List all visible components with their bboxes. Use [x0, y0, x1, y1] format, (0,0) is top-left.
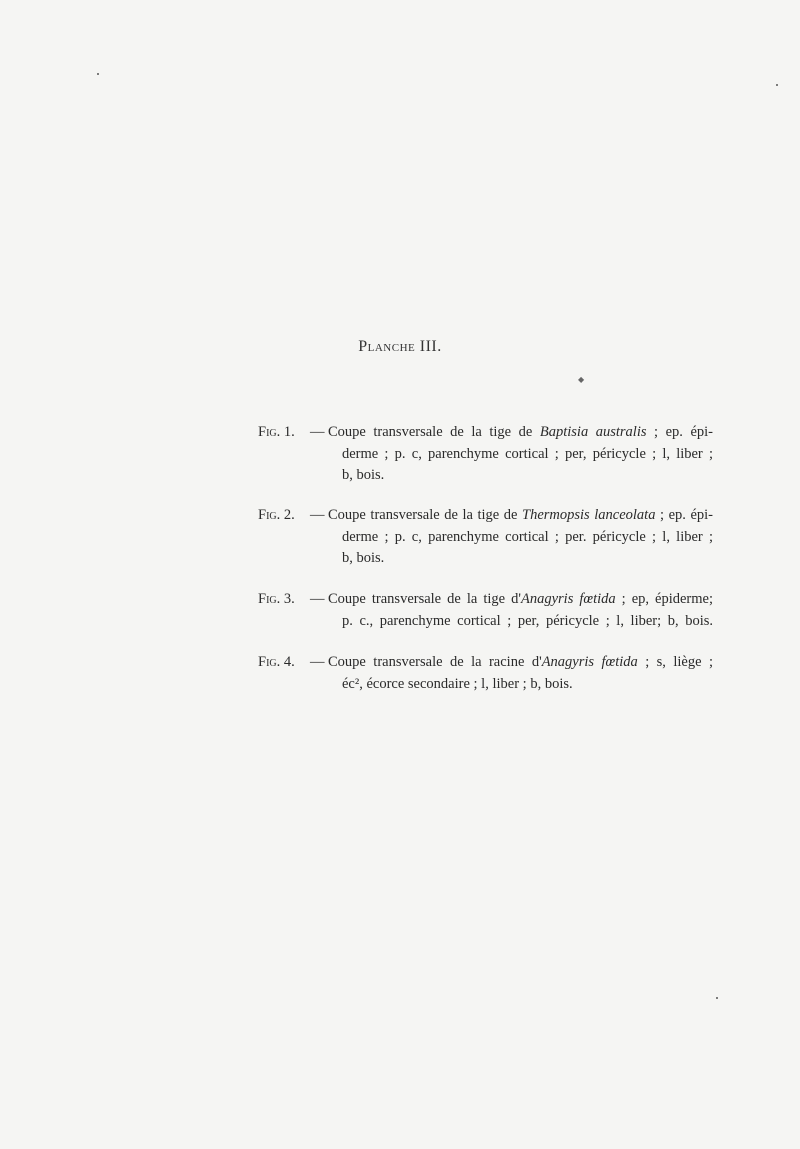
caption-text: Coupe transversale de la tige de	[328, 424, 540, 440]
figure-label: Fig. 4.	[258, 654, 295, 670]
figure-dash: —	[310, 654, 325, 670]
ornament-icon: ◆	[578, 375, 585, 384]
caption-line	[328, 527, 713, 549]
speck-mark	[97, 73, 99, 75]
caption-line	[328, 422, 713, 444]
figure-label: Fig. 1.	[258, 424, 295, 440]
species-name: Baptisia australis	[539, 424, 647, 440]
caption-text: éc², écorce secondaire ; l, liber ; b, bois.	[342, 675, 573, 692]
caption-text: ; ep. épi-	[646, 424, 713, 440]
species-name: Thermopsis lanceolata	[522, 507, 656, 523]
caption-line	[328, 611, 713, 633]
caption-line	[328, 589, 713, 611]
species-name: Anagyris fœtida	[520, 591, 616, 607]
caption-line	[328, 465, 713, 487]
figure-dash: —	[310, 591, 325, 607]
figure-label: Fig. 3.	[258, 591, 295, 607]
caption-text: Coupe transversale de la tige d'	[328, 591, 521, 607]
figure-text	[328, 589, 713, 632]
figure-label: Fig. 2.	[258, 507, 295, 523]
speck-mark	[776, 84, 778, 86]
figure-dash: —	[310, 507, 325, 523]
figure-dash: —	[310, 424, 325, 440]
caption-text: p. c., parenchyme cortical ; per, péricycle ; l, liber; b, bois.	[342, 612, 713, 629]
caption-line	[328, 548, 713, 570]
caption-text: Coupe transversale de la tige de	[328, 507, 522, 523]
caption-text: Coupe transversale de la racine d'	[328, 654, 542, 670]
caption-line	[328, 674, 713, 696]
figure-text	[328, 505, 713, 570]
figure-text	[328, 652, 713, 695]
caption-text: derme ; p. c, parenchyme cortical ; per, péricycle ; l, liber ;	[342, 445, 713, 462]
species-name: Anagyris fœtida	[541, 654, 638, 670]
plate-title: Planche III.	[358, 338, 442, 355]
caption-text: ; ep. épi-	[655, 507, 713, 523]
caption-line	[328, 652, 713, 674]
speck-mark	[716, 997, 718, 999]
caption-line	[328, 505, 713, 527]
caption-text: ; ep, épiderme;	[615, 591, 714, 607]
caption-text: ; s, liège ;	[637, 654, 714, 670]
caption-line	[328, 444, 713, 466]
caption-text: b, bois.	[342, 550, 385, 566]
figure-text	[328, 422, 713, 487]
caption-text: b, bois.	[342, 467, 385, 483]
caption-text: derme ; p. c, parenchyme cortical ; per. péricycle ; l, liber ;	[342, 528, 713, 545]
